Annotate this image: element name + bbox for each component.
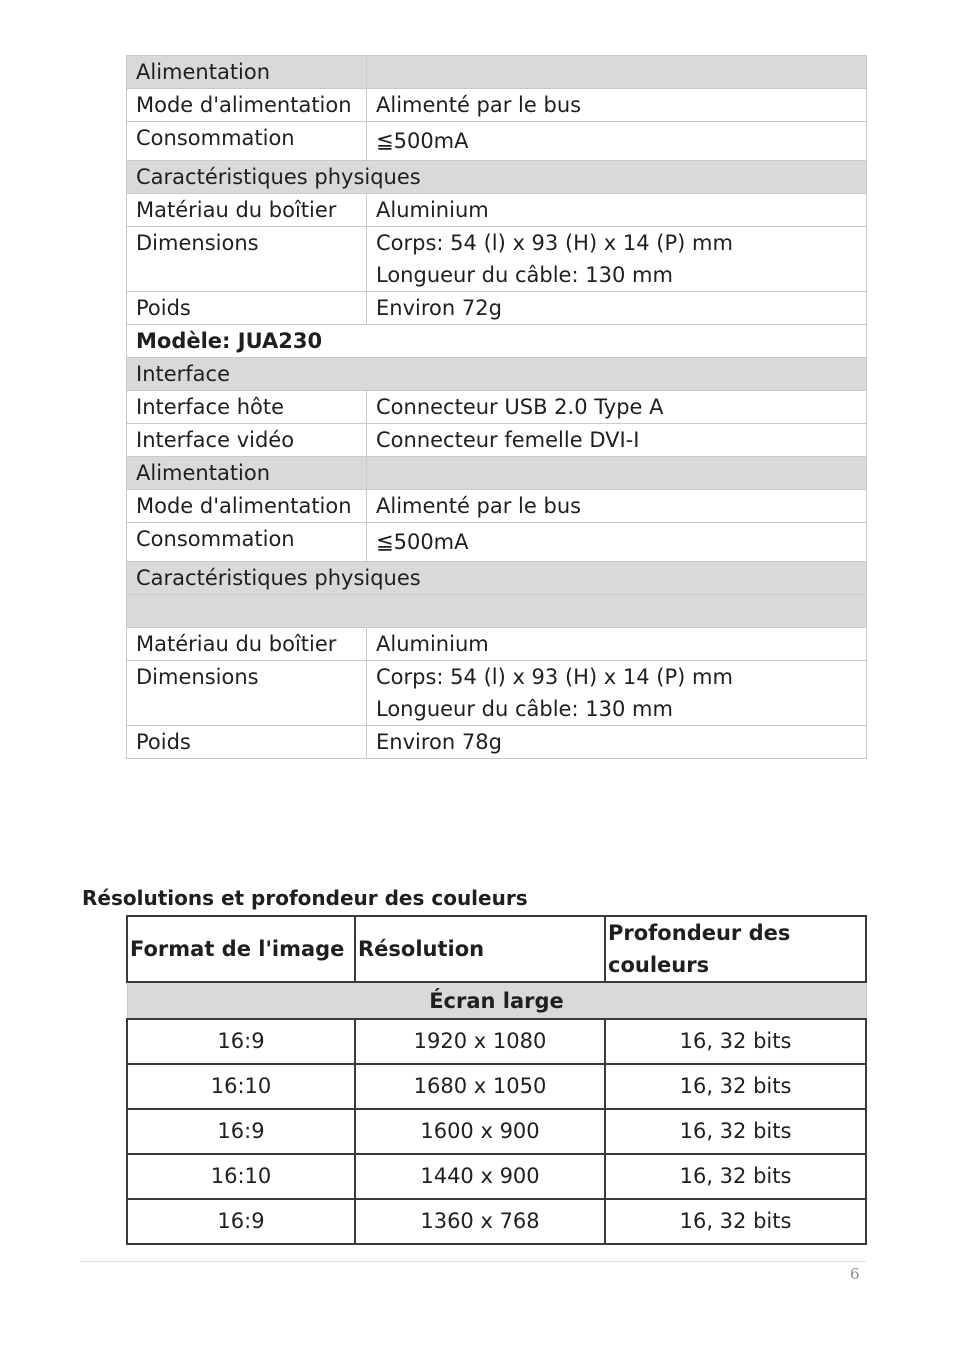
page-number: 6	[850, 1265, 860, 1283]
resolution-cell: 1440 x 900	[355, 1154, 605, 1199]
spec-row	[127, 56, 867, 89]
spec-row	[127, 726, 867, 759]
spec-row	[127, 122, 867, 161]
spec-label: Mode d'alimentation	[127, 490, 367, 523]
resolution-cell: 1920 x 1080	[355, 1019, 605, 1064]
section-heading: Interface	[127, 358, 867, 391]
spec-value: Aluminium	[367, 628, 867, 661]
spec-label: Consommation	[127, 523, 367, 562]
spec-label: Poids	[127, 726, 367, 759]
spec-label: Matériau du boîtier	[127, 194, 367, 227]
resolution-row	[127, 1109, 866, 1154]
spec-row	[127, 523, 867, 562]
color-depth-cell: 16, 32 bits	[605, 1154, 866, 1199]
format-cell: 16:9	[127, 1019, 355, 1064]
format-cell: 16:10	[127, 1154, 355, 1199]
format-cell: 16:10	[127, 1064, 355, 1109]
spec-row	[127, 490, 867, 523]
header-color-depth: Profondeur des couleurs	[605, 916, 866, 982]
spec-row	[127, 325, 867, 358]
spec-table	[126, 55, 867, 759]
section-heading	[127, 595, 867, 628]
spec-row	[127, 292, 867, 325]
spec-row	[127, 628, 867, 661]
spec-row	[127, 358, 867, 391]
spec-label: Mode d'alimentation	[127, 89, 367, 122]
resolution-cell: 1360 x 768	[355, 1199, 605, 1244]
resolutions-table	[126, 915, 867, 1245]
footer-divider	[80, 1261, 866, 1262]
format-cell: 16:9	[127, 1199, 355, 1244]
spec-value-line: Corps: 54 (l) x 93 (H) x 14 (P) mm	[376, 231, 733, 255]
section-label: Alimentation	[127, 457, 367, 490]
spec-label: Consommation	[127, 122, 367, 161]
model-heading: Modèle: JUA230	[127, 325, 867, 358]
spec-value: Alimenté par le bus	[367, 89, 867, 122]
spec-value: Connecteur femelle DVI-I	[367, 424, 867, 457]
color-depth-cell: 16, 32 bits	[605, 1109, 866, 1154]
spec-row	[127, 595, 867, 628]
spec-row	[127, 424, 867, 457]
spec-table-body	[127, 56, 867, 759]
spec-value: Environ 72g	[367, 292, 867, 325]
spec-value-line: Corps: 54 (l) x 93 (H) x 14 (P) mm	[376, 665, 733, 689]
spec-label: Interface hôte	[127, 391, 367, 424]
spec-row	[127, 562, 867, 595]
color-depth-cell: 16, 32 bits	[605, 1064, 866, 1109]
spec-row	[127, 194, 867, 227]
spec-row	[127, 161, 867, 194]
format-cell: 16:9	[127, 1109, 355, 1154]
header-resolution: Résolution	[355, 916, 605, 982]
spec-row	[127, 457, 867, 490]
spec-value-line: Longueur du câble: 130 mm	[376, 263, 673, 287]
spec-value: ≦500mA	[367, 122, 867, 161]
spec-value: ≦500mA	[367, 523, 867, 562]
resolutions-header-row	[127, 916, 866, 982]
section-heading: Caractéristiques physiques	[127, 161, 867, 194]
section-value	[367, 56, 867, 89]
header-format: Format de l'image	[127, 916, 355, 982]
spec-row	[127, 391, 867, 424]
spec-value: Alimenté par le bus	[367, 490, 867, 523]
spec-value	[367, 227, 867, 292]
spec-value: Aluminium	[367, 194, 867, 227]
spec-value-line: Longueur du câble: 130 mm	[376, 697, 673, 721]
section-label: Alimentation	[127, 56, 367, 89]
spec-row	[127, 227, 867, 292]
spec-label: Matériau du boîtier	[127, 628, 367, 661]
group-label: Écran large	[127, 982, 866, 1019]
resolution-cell: 1600 x 900	[355, 1109, 605, 1154]
spec-label: Interface vidéo	[127, 424, 367, 457]
spec-label: Dimensions	[127, 227, 367, 292]
resolution-row	[127, 1019, 866, 1064]
color-depth-cell: 16, 32 bits	[605, 1199, 866, 1244]
section-value	[367, 457, 867, 490]
group-row	[127, 982, 866, 1019]
spec-value: Connecteur USB 2.0 Type A	[367, 391, 867, 424]
spec-label: Poids	[127, 292, 367, 325]
spec-value: Environ 78g	[367, 726, 867, 759]
color-depth-cell: 16, 32 bits	[605, 1019, 866, 1064]
spec-row	[127, 89, 867, 122]
resolution-row	[127, 1064, 866, 1109]
resolutions-table-body	[127, 982, 866, 1244]
resolution-row	[127, 1199, 866, 1244]
resolution-cell: 1680 x 1050	[355, 1064, 605, 1109]
spec-value	[367, 661, 867, 726]
spec-label: Dimensions	[127, 661, 367, 726]
section-heading: Caractéristiques physiques	[127, 562, 867, 595]
resolutions-title: Résolutions et profondeur des couleurs	[82, 886, 528, 910]
resolution-row	[127, 1154, 866, 1199]
spec-row	[127, 661, 867, 726]
